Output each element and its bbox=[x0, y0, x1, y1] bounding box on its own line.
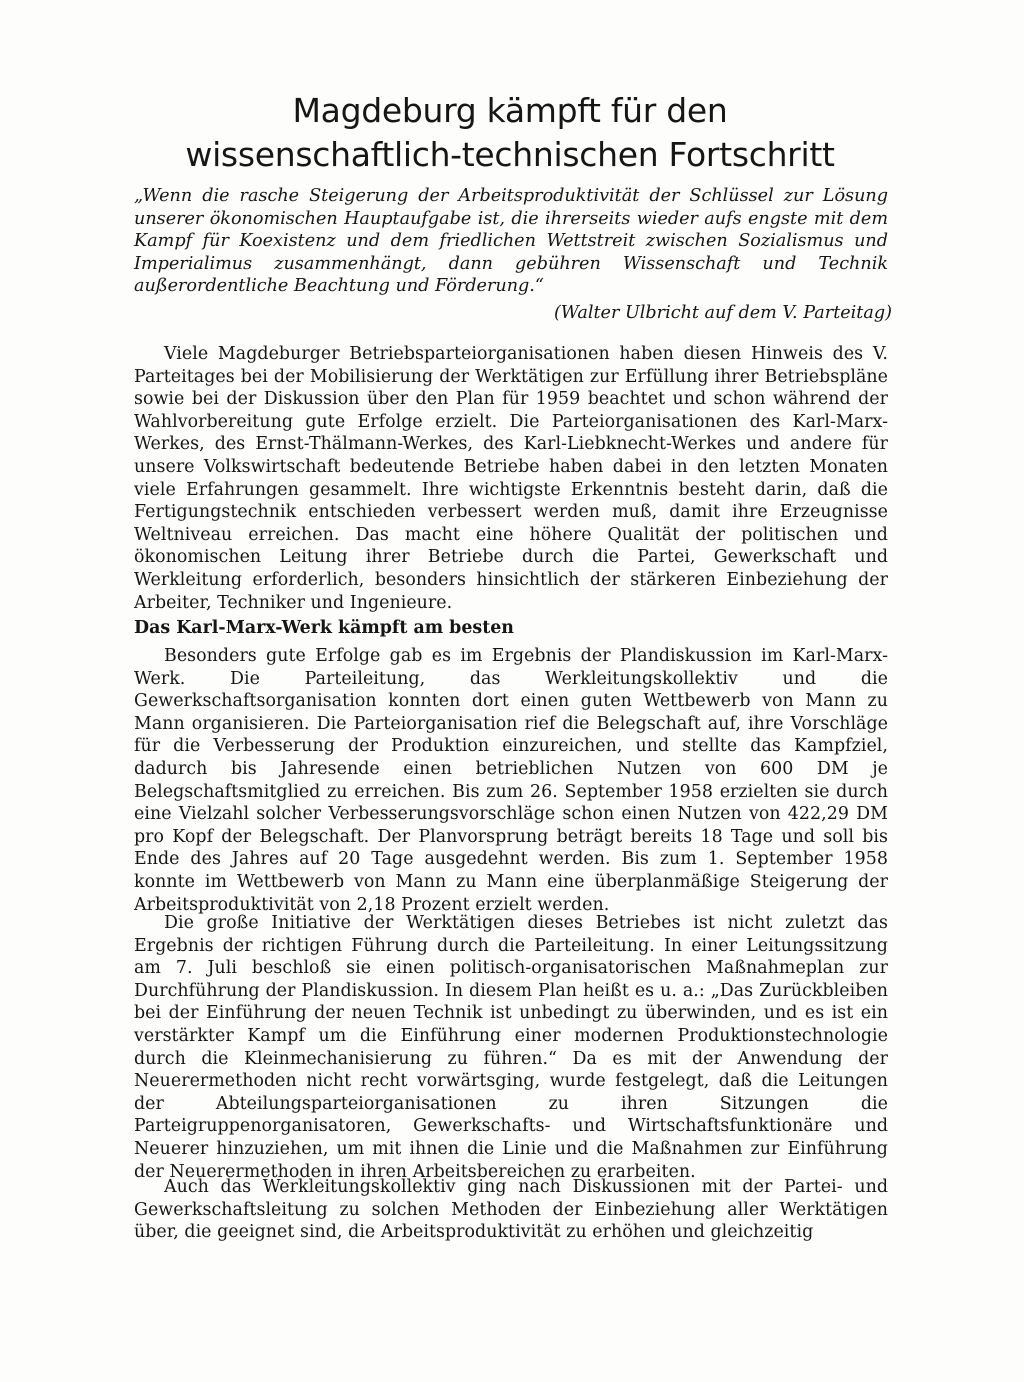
section-heading: Das Karl-Marx-Werk kämpft am besten bbox=[134, 618, 514, 638]
body-paragraph-1: Viele Magdeburger Betriebsparteiorganisationen haben diesen Hinweis des V. Parteitages bei der Mobilisierung der Werktätigen zur Erfüllung ihrer Betriebspläne sowie bei der Diskussion über den Plan für 1959 beachtet und schon während der Wahlvorbereitung gute Erfolge erzielt. Die Parteiorganisationen des Karl-Marx-Werkes, des Ernst-Thälmann-Werkes, des Karl-Liebknecht-Werkes und andere für unsere Volkswirtschaft bedeutende Betriebe haben dabei in den letzten Monaten viele Erfahrungen gesammelt. Ihre wichtigste Erkenntnis besteht darin, daß die Fertigungstechnik entschieden verbessert werden muß, damit ihre Erzeugnisse Weltniveau erreichen. Das macht eine höhere Qualität der politischen und ökonomischen Leitung ihrer Betriebe durch die Partei, Gewerkschaft und Werkleitung erforderlich, besonders hinsichtlich der stärkeren Einbeziehung der Arbeiter, Techniker und Ingenieure. bbox=[134, 344, 888, 613]
body-paragraph-2: Besonders gute Erfolge gab es im Ergebnis der Plandiskussion im Karl-Marx-Werk. Die Parteileitung, das Werkleitungskollektiv und die Gewerkschaftsorganisation konnten dort einen guten Wettbewerb von Mann zu Mann organisieren. Die Parteiorganisation rief die Belegschaft auf, ihre Vorschläge für die Verbesserung der Produktion einzureichen, und stellte das Kampfziel, dadurch bis Jahresende einen betrieblichen Nutzen von 600 DM je Belegschaftsmitglied zu erreichen. Bis zum 26. September 1958 erzielten sie durch eine Vielzahl solcher Verbesserungsvorschläge schon einen Nutzen von 422,29 DM pro Kopf der Belegschaft. Der Planvorsprung beträgt bereits 18 Tage und soll bis Ende des Jahres auf 20 Tage ausgedehnt werden. Bis zum 1. September 1958 konnte im Wettbewerb von Mann zu Mann eine überplanmäßige Steigerung der Arbeitsproduktivität von 2,18 Prozent erzielt werden. bbox=[134, 646, 888, 915]
body-paragraph-3: Die große Initiative der Werktätigen dieses Betriebes ist nicht zuletzt das Ergebnis der richtigen Führung durch die Parteileitung. In einer Leitungssitzung am 7. Juli beschloß sie einen politisch-organisatorischen Maßnahmeplan zur Durchführung der Plandiskussion. In diesem Plan heißt es u. a.: „Das Zurückbleiben bei der Einführung der neuen Technik ist unbedingt zu überwinden, und es ist ein verstärkter Kampf um die Einführung einer modernen Produktionstechnologie durch die Kleinmechanisierung zu führen.“ Da es mit der Anwendung der Neuerermethoden nicht recht vorwärtsging, wurde festgelegt, daß die Leitungen der Abteilungsparteiorganisationen zu ihren Sitzungen die Parteigruppenorganisatoren, Gewerkschafts- und Wirtschaftsfunktionäre und Neuerer hinzuziehen, um mit ihnen die Linie und die Maßnahmen zur Einführung der Neuerermethoden in ihren Arbeitsbereichen zu erarbeiten. bbox=[134, 913, 888, 1182]
title-line-2: wissenschaftlich-technischen Fortschritt bbox=[185, 135, 835, 174]
epigraph-quote: „Wenn die rasche Steigerung der Arbeitsproduktivität der Schlüssel zur Lösung unserer ökonomischen Hauptaufgabe ist, die ihrerseits wieder aufs engste mit dem Kampf für Koexistenz und dem friedlichen Wettstreit zwischen Sozialismus und Imperialimus zusammenhängt, dann gebühren Wissenschaft und Technik außerordentliche Beachtung und Förderung.“ bbox=[134, 186, 888, 297]
epigraph-attribution: (Walter Ulbricht auf dem V. Parteitag) bbox=[553, 303, 892, 323]
body-paragraph-4: Auch das Werkleitungskollektiv ging nach Diskussionen mit der Partei- und Gewerkschaftsleitung zu solchen Methoden der Einbeziehung aller Werktätigen über, die geeignet sind, die Arbeitsproduktivität zu erhöhen und gleichzeitig bbox=[134, 1177, 888, 1243]
title-line-1: Magdeburg kämpft für den bbox=[292, 91, 728, 130]
